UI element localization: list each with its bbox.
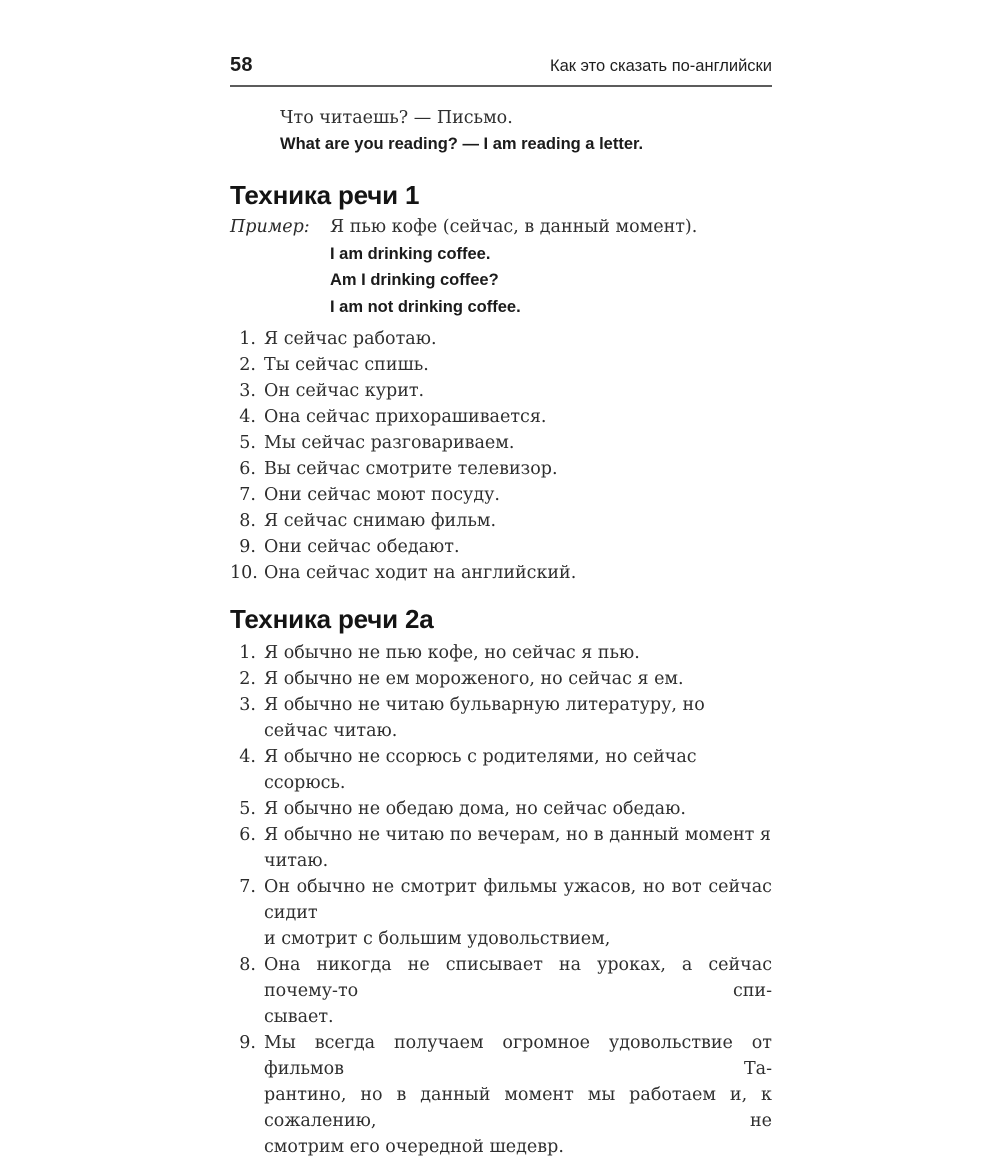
section-title-2: Техника речи 2а <box>230 604 434 634</box>
list-item-text: Он сейчас курит. <box>264 381 425 401</box>
list-item <box>230 508 772 534</box>
list-item <box>230 352 772 378</box>
example-label: Пример: <box>230 217 310 237</box>
list-item-number: 5. <box>239 799 256 819</box>
list-item-text: Я сейчас снимаю фильм. <box>264 511 497 531</box>
header-rule <box>230 85 772 87</box>
list-item-text: Она никогда не списывает на уроках, а сейчас почему-то спи- сывает. <box>264 955 772 1027</box>
list-item-number: 2. <box>239 355 256 375</box>
page-header <box>230 54 772 78</box>
list-item-number: 6. <box>239 825 256 845</box>
list-item <box>230 326 772 352</box>
list-item-text: Я обычно не ем мороженого, но сейчас я ем. <box>264 669 684 689</box>
list-item-text: Я сейчас работаю. <box>264 329 437 349</box>
list-item-number: 8. <box>239 955 256 975</box>
list-item <box>230 640 772 666</box>
list-item <box>230 482 772 508</box>
example-line-russian: Я пью кофе (сейчас, в данный момент). <box>330 217 698 237</box>
example-line-english: I am not drinking coffee. <box>330 297 521 316</box>
list-item-text: Вы сейчас смотрите телевизор. <box>264 459 558 479</box>
list-item-text: Я обычно не читаю бульварную литературу, но сейчас читаю. <box>264 695 705 741</box>
list-item <box>230 874 772 952</box>
list-item-number: 2. <box>239 669 256 689</box>
list-item <box>230 456 772 482</box>
example-line-english: I am drinking coffee. <box>330 244 491 263</box>
list-item-number: 9. <box>239 1033 256 1053</box>
list-item-number: 5. <box>239 433 256 453</box>
intro-dialogue <box>230 105 772 158</box>
list-item-number: 6. <box>239 459 256 479</box>
example-block <box>230 214 772 320</box>
list-item-number: 7. <box>239 485 256 505</box>
list-item-number: 3. <box>239 695 256 715</box>
list-item-text: Она сейчас прихорашивается. <box>264 407 547 427</box>
list-item-text: Она сейчас ходит на английский. <box>264 563 577 583</box>
list-item <box>230 744 772 796</box>
list-item <box>230 822 772 874</box>
page-content <box>230 54 772 1160</box>
list-item-number: 1. <box>239 329 256 349</box>
exercise-list-1 <box>230 326 772 586</box>
example-lines <box>330 214 772 320</box>
list-item-text: Мы всегда получаем огромное удовольствие от фильмов Та- рантино, но в данный момент мы работаем и, к сожалению, не смотрим его очередной шедевр. <box>264 1033 772 1157</box>
list-item-number: 10. <box>230 563 258 583</box>
list-item-text: Мы сейчас разговариваем. <box>264 433 515 453</box>
list-item <box>230 430 772 456</box>
list-item <box>230 666 772 692</box>
list-item-text: Ты сейчас спишь. <box>264 355 429 375</box>
example-line-english: Am I drinking coffee? <box>330 271 499 289</box>
list-item-text: Они сейчас моют посуду. <box>264 485 500 505</box>
list-item <box>230 560 772 586</box>
list-item-text: Я обычно не читаю по вечерам, но в данный момент я читаю. <box>264 825 771 871</box>
intro-russian-line: Что читаешь? — Письмо. <box>280 108 513 128</box>
list-item-text: Я обычно не пью кофе, но сейчас я пью. <box>264 643 640 663</box>
list-item-number: 8. <box>239 511 256 531</box>
intro-english-line: What are you reading? — I am reading a letter. <box>280 135 644 153</box>
page-number: 58 <box>230 54 253 76</box>
list-item-number: 1. <box>239 643 256 663</box>
list-item-number: 4. <box>239 747 256 767</box>
list-item-number: 7. <box>239 877 256 897</box>
list-item-text: Я обычно не обедаю дома, но сейчас обедаю. <box>264 799 686 819</box>
list-item <box>230 378 772 404</box>
list-item <box>230 692 772 744</box>
list-item-text: Я обычно не ссорюсь с родителями, но сейчас ссорюсь. <box>264 747 697 793</box>
list-item-number: 3. <box>239 381 256 401</box>
section-title-1: Техника речи 1 <box>230 180 420 210</box>
list-item <box>230 952 772 1030</box>
list-item <box>230 534 772 560</box>
list-item <box>230 1030 772 1160</box>
list-item-text: Он обычно не смотрит фильмы ужасов, но вот сейчас сидит и смотрит с большим удовольствием, <box>264 877 772 949</box>
list-item <box>230 796 772 822</box>
list-item <box>230 404 772 430</box>
list-item-text: Они сейчас обедают. <box>264 537 460 557</box>
list-item-number: 4. <box>239 407 256 427</box>
exercise-list-2 <box>230 640 772 1160</box>
list-item-number: 9. <box>239 537 256 557</box>
running-title: Как это сказать по-английски <box>549 57 772 75</box>
